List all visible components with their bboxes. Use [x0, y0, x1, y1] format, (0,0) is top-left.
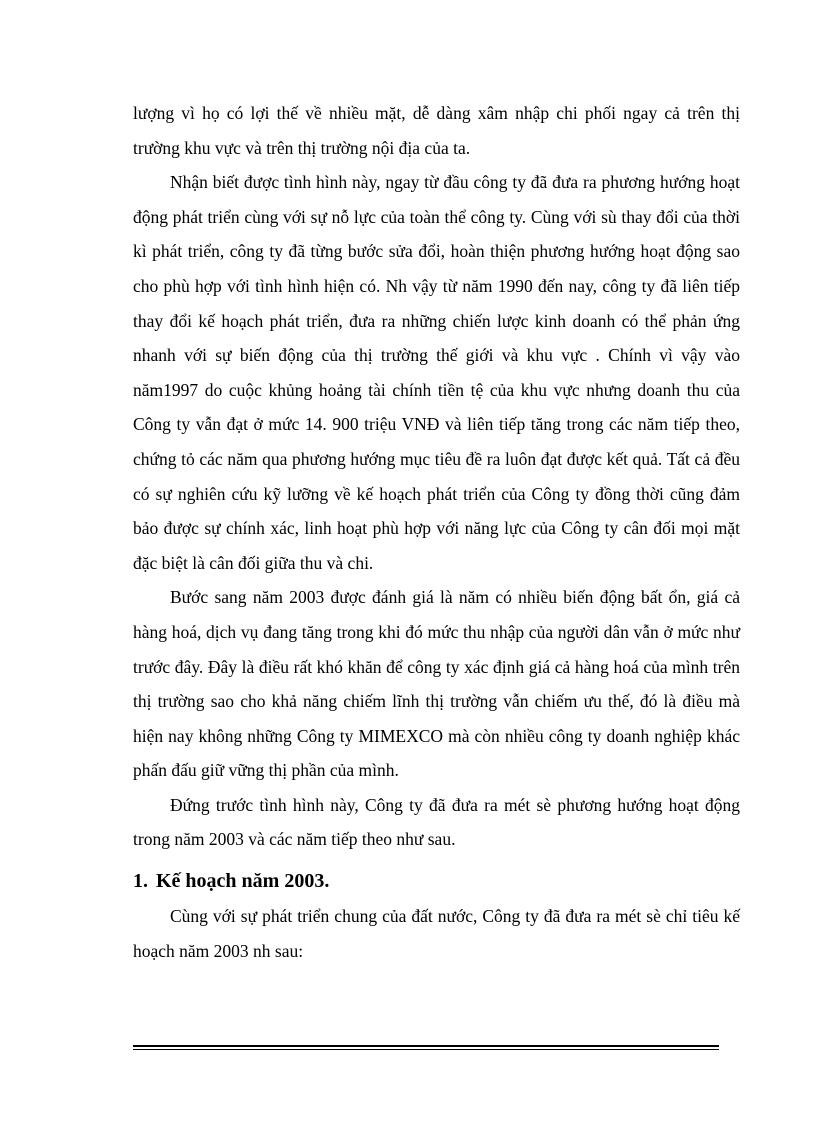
- document-body: [133, 96, 740, 968]
- paragraph-year-2003: Bước sang năm 2003 được đánh giá là năm có nhiều biến động bất ổn, giá cả hàng hoá, dịch vụ đang tăng trong khi đó mức thu nhập của người dân vẫn ở mức như trước đây. Đây là điều rất khó khăn để công ty xác định giá cả hàng hoá của mình trên thị trường sao cho khả năng chiếm lĩnh thị trường vẫn chiếm ưu thế, đó là điều mà hiện nay không những Công ty MIMEXCO mà còn nhiều công ty doanh nghiệp khác phấn đấu giữ vững thị phần của mình.: [133, 587, 740, 781]
- paragraph-plan-intro: Cùng với sự phát triển chung của đất nước, Công ty đã đưa ra mét sè chỉ tiêu kế hoạch năm 2003 nh sau:: [133, 906, 740, 961]
- paragraph-continuation: lượng vì họ có lợi thế về nhiều mặt, dễ dàng xâm nhập chi phối ngay cả trên thị trường khu vực và trên thị trường nội địa của ta.: [133, 103, 740, 158]
- section-number: 1.: [133, 870, 148, 893]
- section-title: Kế hoạch năm 2003.: [156, 870, 330, 893]
- footer-divider: [133, 1045, 719, 1050]
- paragraph-directions-intro: Đứng trước tình hình này, Công ty đã đưa ra mét sè phương hướng hoạt động trong năm 2003 và các năm tiếp theo như sau.: [133, 794, 740, 850]
- paragraph-company-direction: Nhận biết được tình hình này, ngay từ đầu công ty đã đưa ra phương hướng hoạt động phát triển cùng với sự nỗ lực của toàn thể công ty. Cùng với sù thay đổi của thời kì phát triển, công ty đã từng bước sửa đổi, hoàn thiện phương hướng hoạt động sao cho phù hợp với tình hình hiện có. Nh vậy từ năm 1990 đến nay, công ty đã liên tiếp thay đổi kế hoạch phát triển, đưa ra những chiến lược kinh doanh có thể phản ứng nhanh với sự biến động của thị trường thế giới và khu vực . Chính vì vậy vào năm1997 do cuộc khủng hoảng tài chính tiền tệ của khu vực nhưng doanh thu của Công ty vẫn đạt ở mức 14. 900 triệu VNĐ và liên tiếp tăng trong các năm tiếp theo, chứng tỏ các năm qua phương hướng mục tiêu đề ra luôn đạt được kết quả. Tất cả đều có sự nghiên cứu kỹ lưỡng về kế hoạch phát triển của Công ty đồng thời cũng đảm bảo được sự chính xác, linh hoạt phù hợp với năng lực của Công ty cân đối mọi mặt đặc biệt là cân đối giữa thu và chi.: [133, 172, 740, 573]
- section-heading: [133, 863, 740, 899]
